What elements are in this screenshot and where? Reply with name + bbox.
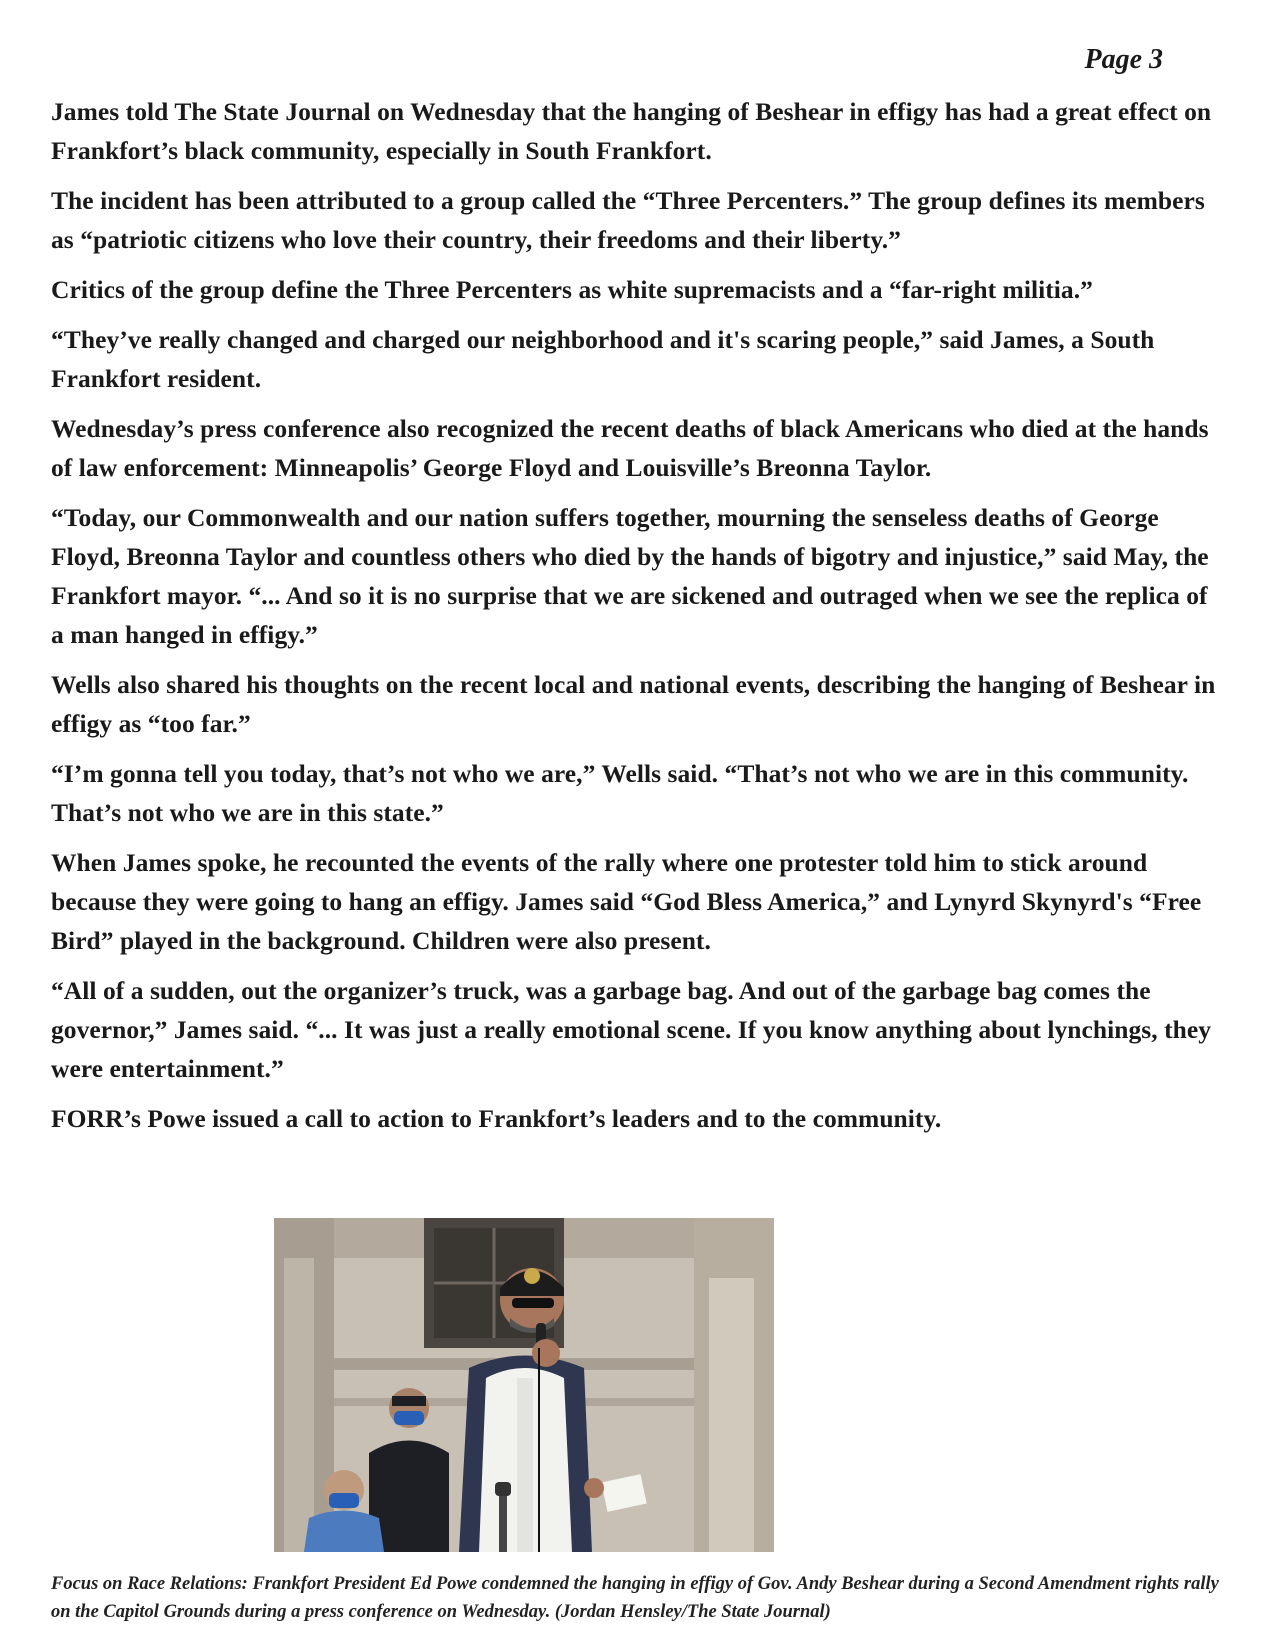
article-paragraph: When James spoke, he recounted the events of the rally where one protester told him to stick around because they were going to hang an effigy. James said “God Bless America,” and Lynyrd Skynyrd's “Free Bird” played in the background. Children were also present.	[51, 848, 1202, 955]
article-paragraph: “I’m gonna tell you today, that’s not who we are,” Wells said. “That’s not who we are in this community. That’s not who we are in this state.”	[51, 759, 1189, 827]
article-paragraph: Wells also shared his thoughts on the recent local and national events, describing the hanging of Beshear in effigy as “too far.”	[51, 670, 1216, 738]
article-body	[51, 92, 1226, 1149]
article-paragraph: The incident has been attributed to a group called the “Three Percenters.” The group defines its members as “patriotic citizens who love their country, their freedoms and their liberty.”	[51, 186, 1205, 254]
article-paragraph: “All of a sudden, out the organizer’s truck, was a garbage bag. And out of the garbage bag comes the governor,” James said. “... It was just a really emotional scene. If you know anything about lynchings, they were entertainment.”	[51, 976, 1212, 1083]
article-paragraph: James told The State Journal on Wednesday that the hanging of Beshear in effigy has had a great effect on Frankfort’s black community, especially in South Frankfort.	[51, 97, 1212, 165]
photo-illustration	[274, 1218, 774, 1552]
article-paragraph: “Today, our Commonwealth and our nation suffers together, mourning the senseless deaths of George Floyd, Breonna Taylor and countless others who died by the hands of bigotry and injustice,” said May, the Frankfort mayor. “... And so it is no surprise that we are sickened and outraged when we see the replica of a man hanged in effigy.”	[51, 503, 1209, 649]
article-paragraph: FORR’s Powe issued a call to action to Frankfort’s leaders and to the community.	[51, 1104, 942, 1133]
press-conference-photo	[274, 1218, 774, 1552]
page-number: Page 3	[1084, 44, 1163, 75]
article-paragraph: Critics of the group define the Three Percenters as white supremacists and a “far-right militia.”	[51, 275, 1093, 304]
article-paragraph: Wednesday’s press conference also recognized the recent deaths of black Americans who died at the hands of law enforcement: Minneapolis’ George Floyd and Louisville’s Breonna Taylor.	[51, 414, 1209, 482]
article-paragraph: “They’ve really changed and charged our neighborhood and it's scaring people,” said James, a South Frankfort resident.	[51, 325, 1155, 393]
photo-caption: Focus on Race Relations: Frankfort President Ed Powe condemned the hanging in effigy of Gov. Andy Beshear during a Second Amendment rights rally on the Capitol Grounds during a press conference on Wednesday. (Jordan Hensley/The State Journal)	[51, 1574, 1219, 1622]
